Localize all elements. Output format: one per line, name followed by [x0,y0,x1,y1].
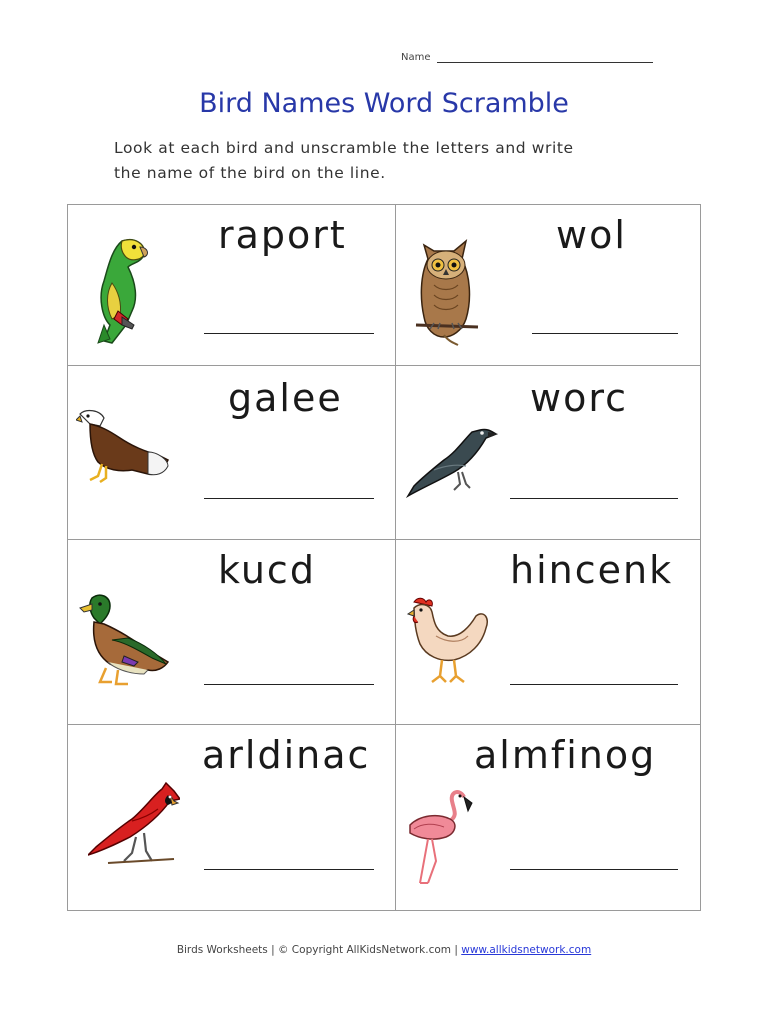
cell-cardinal [68,725,396,911]
worksheet-grid [67,204,701,911]
answer-line[interactable] [204,498,374,499]
cell-crow [396,366,700,540]
scrambled-word: raport [218,213,347,257]
scrambled-word: kucd [218,548,316,592]
instructions-line-2: the name of the bird on the line. [114,164,386,182]
answer-line[interactable] [510,869,678,870]
cell-owl [396,205,700,366]
cell-flamingo [396,725,700,911]
answer-line[interactable] [510,498,678,499]
instructions-line-1: Look at each bird and unscramble the letters and write [114,139,574,157]
scrambled-word: worc [530,376,629,420]
chicken-icon [406,596,490,686]
answer-line[interactable] [204,333,374,334]
footer-link[interactable]: www.allkidsnetwork.com [461,944,592,956]
scrambled-word: hincenk [510,548,674,592]
scrambled-word: almfinog [474,733,657,777]
name-line[interactable] [437,52,653,63]
answer-line[interactable] [204,684,374,685]
cell-duck [68,540,396,725]
scrambled-word: wol [556,213,627,257]
scrambled-word: galee [228,376,343,420]
instructions [114,136,654,186]
footer [0,944,768,956]
footer-text: Birds Worksheets | © Copyright AllKidsNetwork.com | [176,944,462,956]
parrot-icon [82,233,154,345]
crow-icon [404,422,498,498]
answer-line[interactable] [532,333,678,334]
name-label: Name [401,52,431,63]
cell-chicken [396,540,700,725]
page-title: Bird Names Word Scramble [199,88,569,119]
scrambled-word: arldinac [202,733,371,777]
cell-parrot [68,205,396,366]
flamingo-icon [406,789,476,885]
eagle-icon [76,408,170,488]
answer-line[interactable] [204,869,374,870]
owl-icon [414,237,480,347]
name-field [401,52,653,63]
duck-icon [78,592,172,688]
cell-eagle [68,366,396,540]
cardinal-icon [88,781,180,869]
answer-line[interactable] [510,684,678,685]
